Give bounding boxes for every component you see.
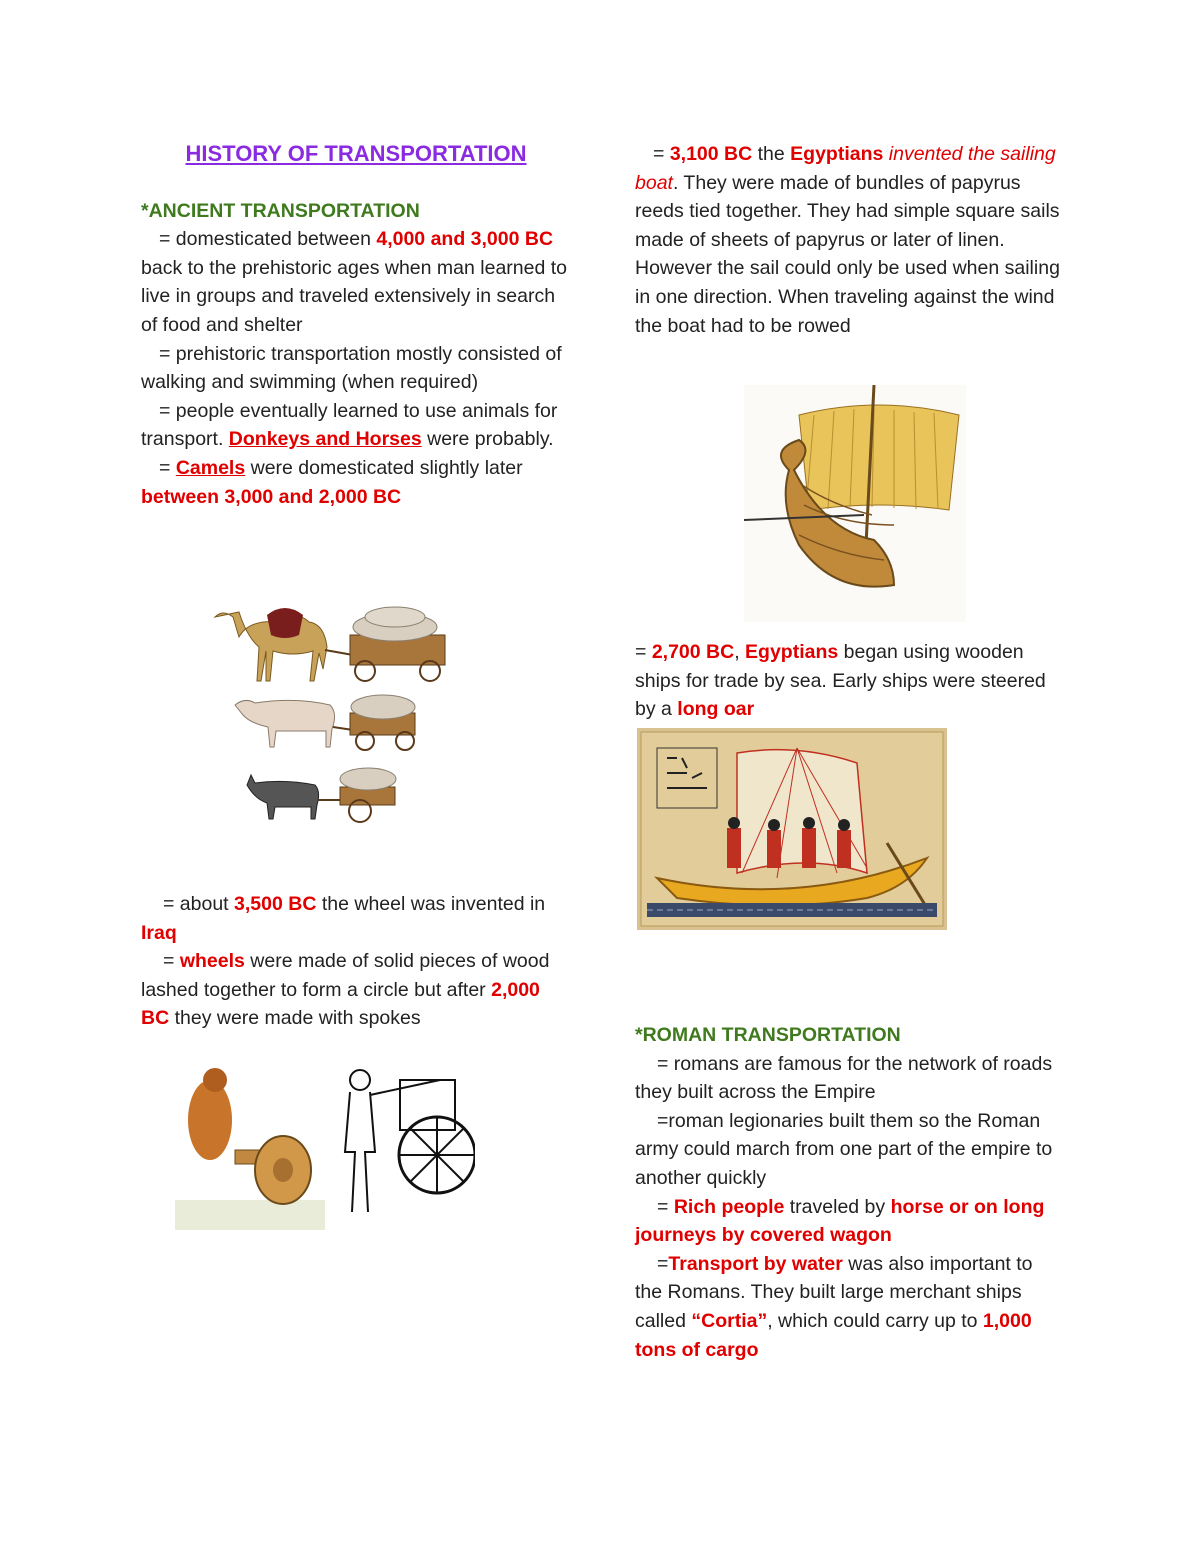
- ancient-p2: = prehistoric transportation mostly consisted of walking and swimming (when required): [141, 342, 562, 394]
- ancient-p3: = people eventually learned to use animals for transport. Donkeys and Horses were probably.: [141, 399, 558, 451]
- roman-p2: =roman legionaries built them so the Roman army could march from one part of the empire to another quickly: [635, 1109, 1053, 1189]
- roman-p4: =Transport by water was also important to the Romans. They built large merchant ships called “Cortia”, which could carry up to 1,000 tons of cargo: [635, 1252, 1033, 1361]
- roman-p1: = romans are famous for the network of roads they built across the Empire: [635, 1052, 1053, 1104]
- roman-heading: *ROMAN TRANSPORTATION: [635, 1024, 901, 1046]
- egyptian-ship-image: [637, 728, 947, 930]
- roman-p3: = Rich people traveled by horse or on long journeys by covered wagon: [635, 1195, 1045, 1247]
- wheel-makers-image: [175, 1060, 475, 1230]
- right-p2: = 2,700 BC, Egyptians began using wooden ships for trade by sea. Early ships were steered by a long oar: [635, 641, 1046, 721]
- animal-carts-image: [205, 595, 455, 840]
- ancient-p5: = about 3,500 BC the wheel was invented in Iraq: [141, 893, 546, 944]
- right-column: [635, 140, 1065, 340]
- left-column-lower: [141, 890, 571, 1033]
- page-title: HISTORY OF TRANSPORTATION: [185, 141, 527, 166]
- right-column-middle: [635, 638, 1065, 724]
- ancient-heading: *ANCIENT TRANSPORTATION: [141, 199, 420, 222]
- ancient-p6: = wheels were made of solid pieces of wood lashed together to form a circle but after 2,000 BC they were made with spokes: [141, 950, 550, 1030]
- ancient-p4: = Camels were domesticated slightly later between 3,000 and 2,000 BC: [141, 456, 523, 508]
- reed-boat-image: [744, 385, 966, 622]
- left-column: [141, 140, 571, 511]
- right-p1: = 3,100 BC the Egyptians invented the sailing boat. They were made of bundles of papyrus reeds tied together. They had simple square sails made of sheets of papyrus or later of linen. However the sail could only be used when sailing in one direction. When traveling against the wind the boat had to be rowed: [635, 143, 1060, 337]
- ancient-p1: = domesticated between 4,000 and 3,000 BC back to the prehistoric ages when man learned to live in groups and traveled extensively in search of food and shelter: [141, 228, 568, 336]
- roman-section: [635, 1021, 1065, 1364]
- man-with-cart-illustration: [335, 1060, 475, 1230]
